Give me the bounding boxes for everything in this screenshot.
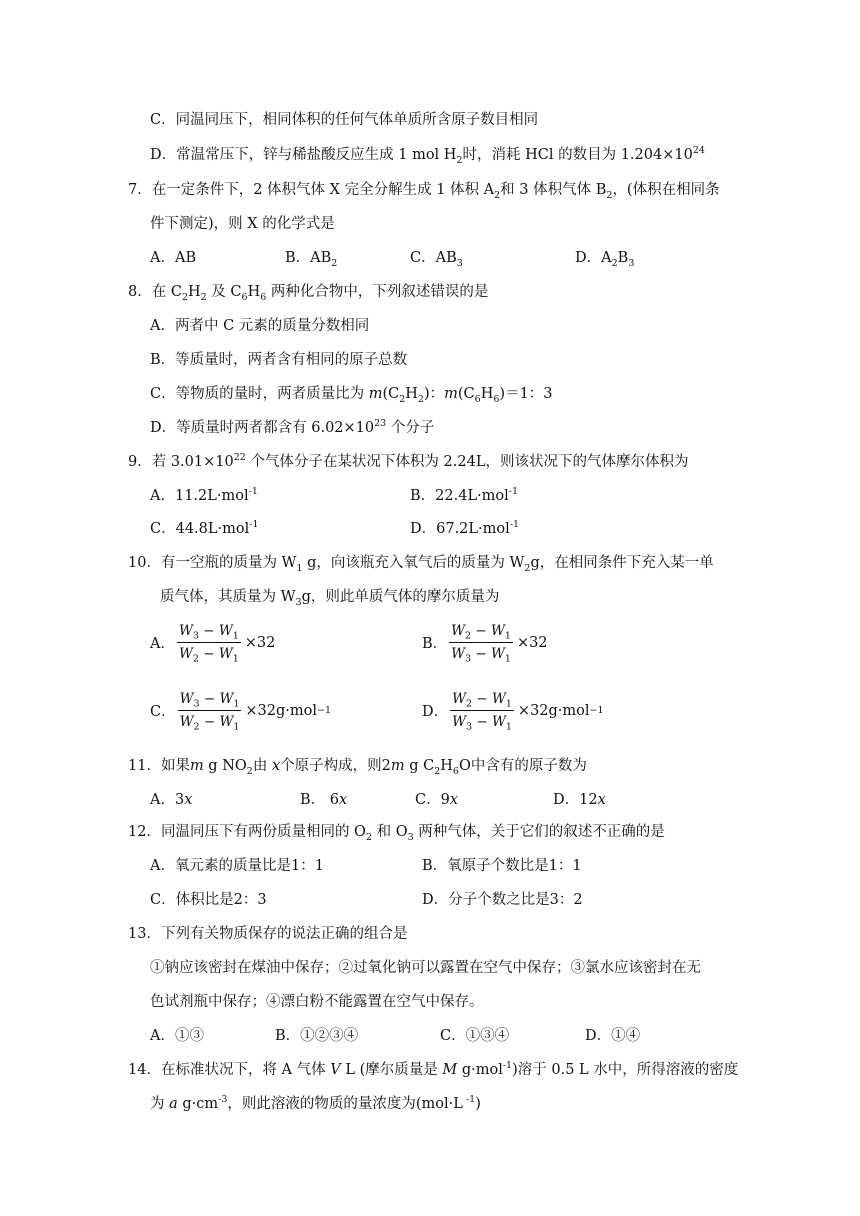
q14-stem-line2: 为 a $g\cdot cm^{-3}$，则此溶液的物质的量浓度为(mol·L $^{-1}$) xyxy=(150,1094,481,1112)
q11-stem: 11．如果m g $NO_2$由 x个原子构成，则2m g $C_2H_6O$中含有的原子数为 xyxy=(128,758,587,777)
q11-option-d[interactable]: D．12x xyxy=(553,792,606,808)
q10-stem-line1: 10．有一空瓶的质量为 $W_1$ g，向该瓶充入氧气后的质量为 $W_2g$，在相同条件下充入某一单 xyxy=(128,555,714,574)
q13-option-d[interactable]: D．①④ xyxy=(585,1028,641,1044)
q9-option-a[interactable]: A．11.2L·mol$^{-1}$ xyxy=(150,486,258,504)
q8-option-b[interactable]: B．等质量时，两者含有相同的原子总数 xyxy=(150,352,408,368)
q7-option-b[interactable]: B．$AB_2$ xyxy=(285,250,338,269)
q10-option-b[interactable]: B． $\frac{W_2 - W_1}{W_3 - W_1}$ ×32 xyxy=(422,623,548,665)
q6-option-d: D．常温常压下，锌与稀盐酸反应生成 1 mol $H_2$时，消耗 HCl 的数目为 $1.204\times 10^{24}$ xyxy=(150,145,705,166)
q7-stem-line2: 件下测定)，则 X 的化学式是 xyxy=(150,216,335,232)
q10-option-d[interactable]: D． $\frac{W_2 - W_1}{W_3 - W_1}$ ×32g·mol −1 xyxy=(422,691,604,733)
q13-body-line2: 色试剂瓶中保存；④漂白粉不能露置在空气中保存。 xyxy=(150,994,484,1010)
q14-stem-line1: 14．在标准状况下，将 A 气体 V L (摩尔质量是 M g·mol$^{-1}$)溶于 0.5 L 水中，所得溶液的密度 xyxy=(128,1060,739,1078)
q8-option-d[interactable]: D．等质量时两者都含有 $6.02\times 10^{23}$ 个分子 xyxy=(150,418,435,436)
q11-option-a[interactable]: A．3x xyxy=(150,792,193,808)
q13-body-line1: ①钠应该密封在煤油中保存；②过氧化钠可以露置在空气中保存；③氯水应该密封在无 xyxy=(150,960,701,976)
fraction: $\frac{W_3 - W_1}{W_2 - W_1}$ xyxy=(178,623,239,665)
q9-option-b[interactable]: B．22.4L·mol$^{-1}$ xyxy=(410,486,519,504)
q13-option-b[interactable]: B．①②③④ xyxy=(275,1028,359,1044)
q6-option-c: C．同温同压下，相同体积的任何气体单质所含原子数目相同 xyxy=(150,112,539,128)
q7-stem-line1: 7．在一定条件下，2 体积气体 X 完全分解生成 1 体积 $A_2$和 3 体积气体 $B_2$，(体积在相同条 xyxy=(128,182,720,201)
fraction: $\frac{W_2 - W_1}{W_3 - W_1}$ xyxy=(451,623,511,665)
q13-option-a[interactable]: A．①③ xyxy=(150,1028,204,1044)
q11-option-b[interactable]: B． 6x xyxy=(300,792,348,808)
q9-option-c[interactable]: C．44.8L·mol$^{-1}$ xyxy=(150,519,259,537)
fraction: $\frac{W_2 - W_1}{W_3 - W_1}$ xyxy=(452,691,512,733)
q12-option-a[interactable]: A．氧元素的质量比是1：1 xyxy=(150,858,324,874)
q8-stem: 8．在 $C_2H_2$ 及 $C_6H_6$ 两种化合物中，下列叙述错误的是 xyxy=(128,284,489,303)
q12-option-c[interactable]: C．体积比是2：3 xyxy=(150,892,267,908)
q8-option-c[interactable]: C．等物质的量时，两者质量比为 $m(C_2H_2)$：$m(C_6H_6)=1$：3 xyxy=(150,386,553,405)
q9-option-d[interactable]: D．67.2L·mol$^{-1}$ xyxy=(410,519,520,537)
q10-stem-line2: 质气体，其质量为 $W_3g$，则此单质气体的摩尔质量为 xyxy=(160,589,500,608)
fraction: $\frac{W_3 - W_1}{W_2 - W_1}$ xyxy=(179,691,240,733)
q12-stem: 12．同温同压下有两份质量相同的 $O_2$ 和 $O_3$ 两种气体，关于它们的叙述不正确的是 xyxy=(128,824,665,843)
q13-option-c[interactable]: C．①③④ xyxy=(440,1028,510,1044)
q7-option-a[interactable]: A．AB xyxy=(150,250,197,266)
q8-option-a[interactable]: A．两者中 C 元素的质量分数相同 xyxy=(150,318,370,334)
q10-option-a[interactable]: A． $\frac{W_3 - W_1}{W_2 - W_1}$ ×32 xyxy=(150,623,276,665)
q12-option-d[interactable]: D．分子个数之比是3：2 xyxy=(422,892,583,908)
q7-option-d[interactable]: D．$A_2B_3$ xyxy=(575,250,635,269)
q9-stem: 9．若 $3.01\times 10^{22}$ 个气体分子在某状况下体积为 2.24L，则该状况下的气体摩尔体积为 xyxy=(128,452,689,470)
q12-option-b[interactable]: B．氧原子个数比是1：1 xyxy=(422,858,582,874)
q7-option-c[interactable]: C．$AB_3$ xyxy=(410,250,463,269)
q11-option-c[interactable]: C．9x xyxy=(415,792,459,808)
q10-option-c[interactable]: C． $\frac{W_3 - W_1}{W_2 - W_1}$ ×32g·mol −1 xyxy=(150,691,332,733)
q13-stem: 13．下列有关物质保存的说法正确的组合是 xyxy=(128,926,408,942)
